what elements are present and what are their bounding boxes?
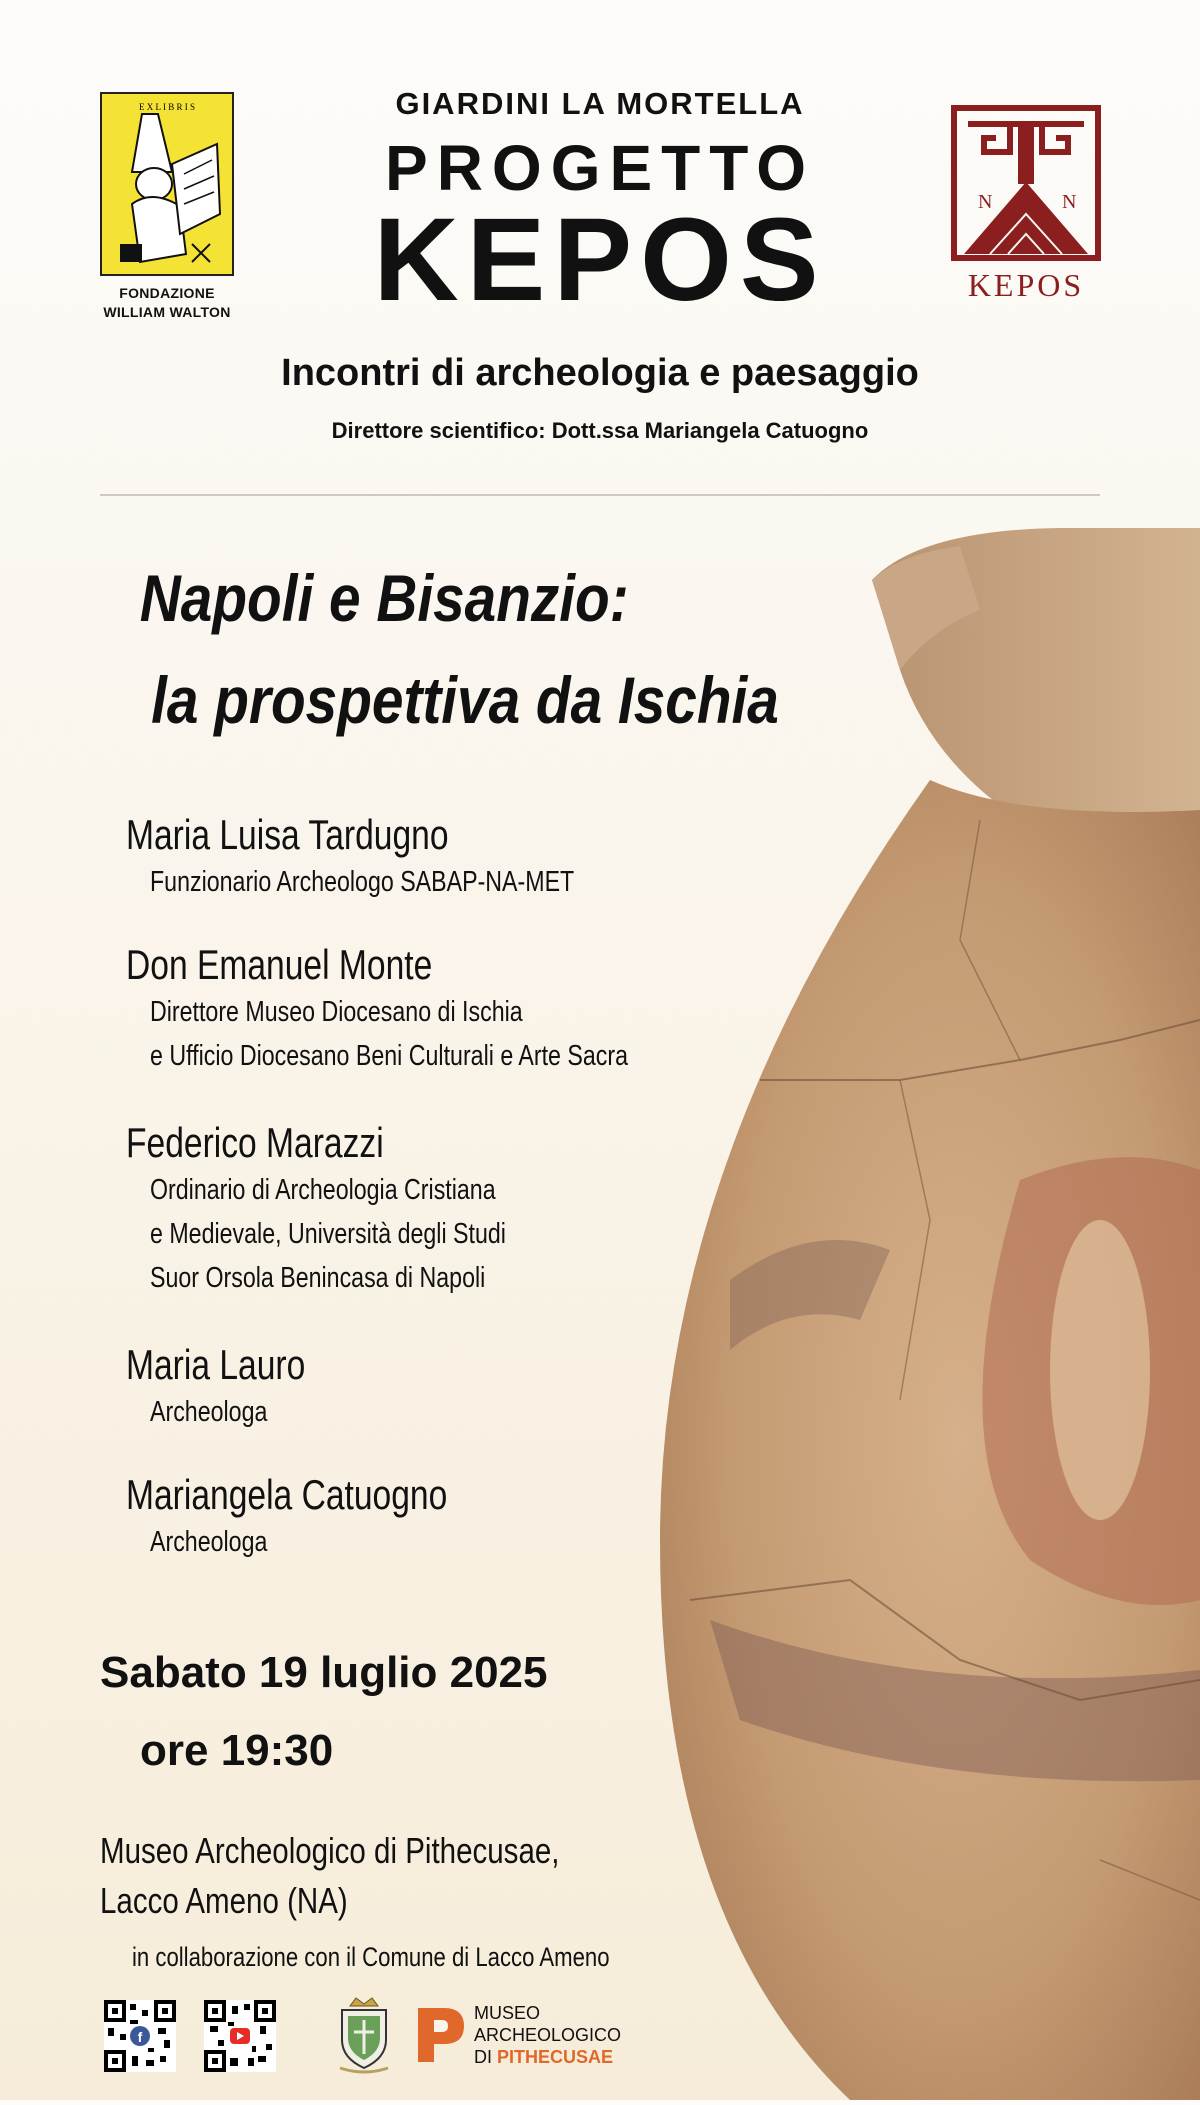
kepos-logo (950, 104, 1102, 304)
speaker-name: Don Emanuel Monte (126, 941, 433, 988)
ancient-vase-image (600, 520, 1200, 2100)
museo-line-3-name: PITHECUSAE (497, 2047, 614, 2067)
speaker-role: Archeologa (150, 1526, 268, 1558)
svg-text:KEPOS: KEPOS (967, 267, 1085, 303)
comune-crest (336, 1996, 392, 2076)
qr-code-icon (104, 2000, 176, 2072)
speaker-role: Ordinario di Archeologia Cristiana (150, 1174, 496, 1206)
speaker-role: e Medievale, Università degli Studi (150, 1218, 506, 1250)
event-title-line-1: Napoli e Bisanzio: (139, 561, 629, 635)
series-title: Incontri di archeologia e paesaggio (281, 352, 919, 394)
coat-of-arms-icon (336, 1996, 392, 2076)
venue-name: Museo Archeologico di Pithecusae, (100, 1830, 560, 1871)
museo-logo-text (474, 2002, 621, 2068)
museo-line-2: ARCHEOLOGICO (474, 2025, 622, 2045)
walton-caption (70, 284, 264, 322)
event-date: Sabato 19 luglio 2025 (100, 1648, 548, 1697)
event-time: ore 19:30 (140, 1726, 334, 1775)
speaker-name: Maria Luisa Tardugno (126, 811, 449, 858)
organization-name: GIARDINI LA MORTELLA (395, 86, 805, 121)
walton-figure-icon (102, 94, 232, 274)
collaboration-note: in collaborazione con il Comune di Lacco Ameno (132, 1942, 610, 1972)
event-title-line-2: la prospettiva da Ischia (151, 663, 779, 737)
speaker-block (126, 1470, 766, 1564)
museo-line-3 (474, 2046, 621, 2068)
svg-text:N: N (1062, 191, 1077, 213)
speaker-block (126, 1118, 766, 1300)
project-name: KEPOS (373, 194, 827, 326)
museo-p-icon (414, 2004, 468, 2066)
walton-foundation-logo (100, 92, 234, 276)
speaker-name: Mariangela Catuogno (126, 1471, 448, 1518)
scientific-director: Direttore scientifico: Dott.ssa Mariangela Catuogno (331, 418, 869, 443)
project-label: PROGETTO (385, 132, 815, 204)
venue-town: Lacco Ameno (NA) (100, 1880, 348, 1921)
speaker-name: Maria Lauro (126, 1341, 306, 1388)
facebook-qr-code[interactable] (104, 2000, 176, 2072)
svg-text:f: f (137, 2029, 143, 2045)
museo-line-1: MUSEO (474, 2003, 541, 2023)
vase-icon (600, 520, 1200, 2100)
speaker-role: Funzionario Archeologo SABAP-NA-MET (150, 866, 575, 898)
speaker-block (126, 940, 766, 1078)
qr-code-icon (204, 2000, 276, 2072)
speaker-name: Federico Marazzi (126, 1119, 384, 1166)
svg-text:E X L I B R I S: E X L I B R I S (139, 102, 195, 112)
kepos-tree-icon (950, 104, 1102, 304)
speaker-block (126, 810, 766, 904)
speaker-role: Direttore Museo Diocesano di Ischia (150, 996, 523, 1028)
museo-line-3-prefix: DI (474, 2047, 498, 2067)
walton-caption-line-1: FONDAZIONE (119, 285, 215, 301)
speaker-role: Suor Orsola Benincasa di Napoli (150, 1262, 486, 1294)
svg-text:N: N (978, 191, 993, 213)
header-divider (100, 494, 1100, 496)
youtube-qr-code[interactable] (204, 2000, 276, 2072)
speaker-block (126, 1340, 766, 1434)
speaker-role: Archeologa (150, 1396, 268, 1428)
speaker-role: e Ufficio Diocesano Beni Culturali e Arte Sacra (150, 1040, 628, 1072)
walton-caption-line-2: WILLIAM WALTON (103, 304, 231, 320)
museo-logo-mark (414, 2004, 468, 2066)
